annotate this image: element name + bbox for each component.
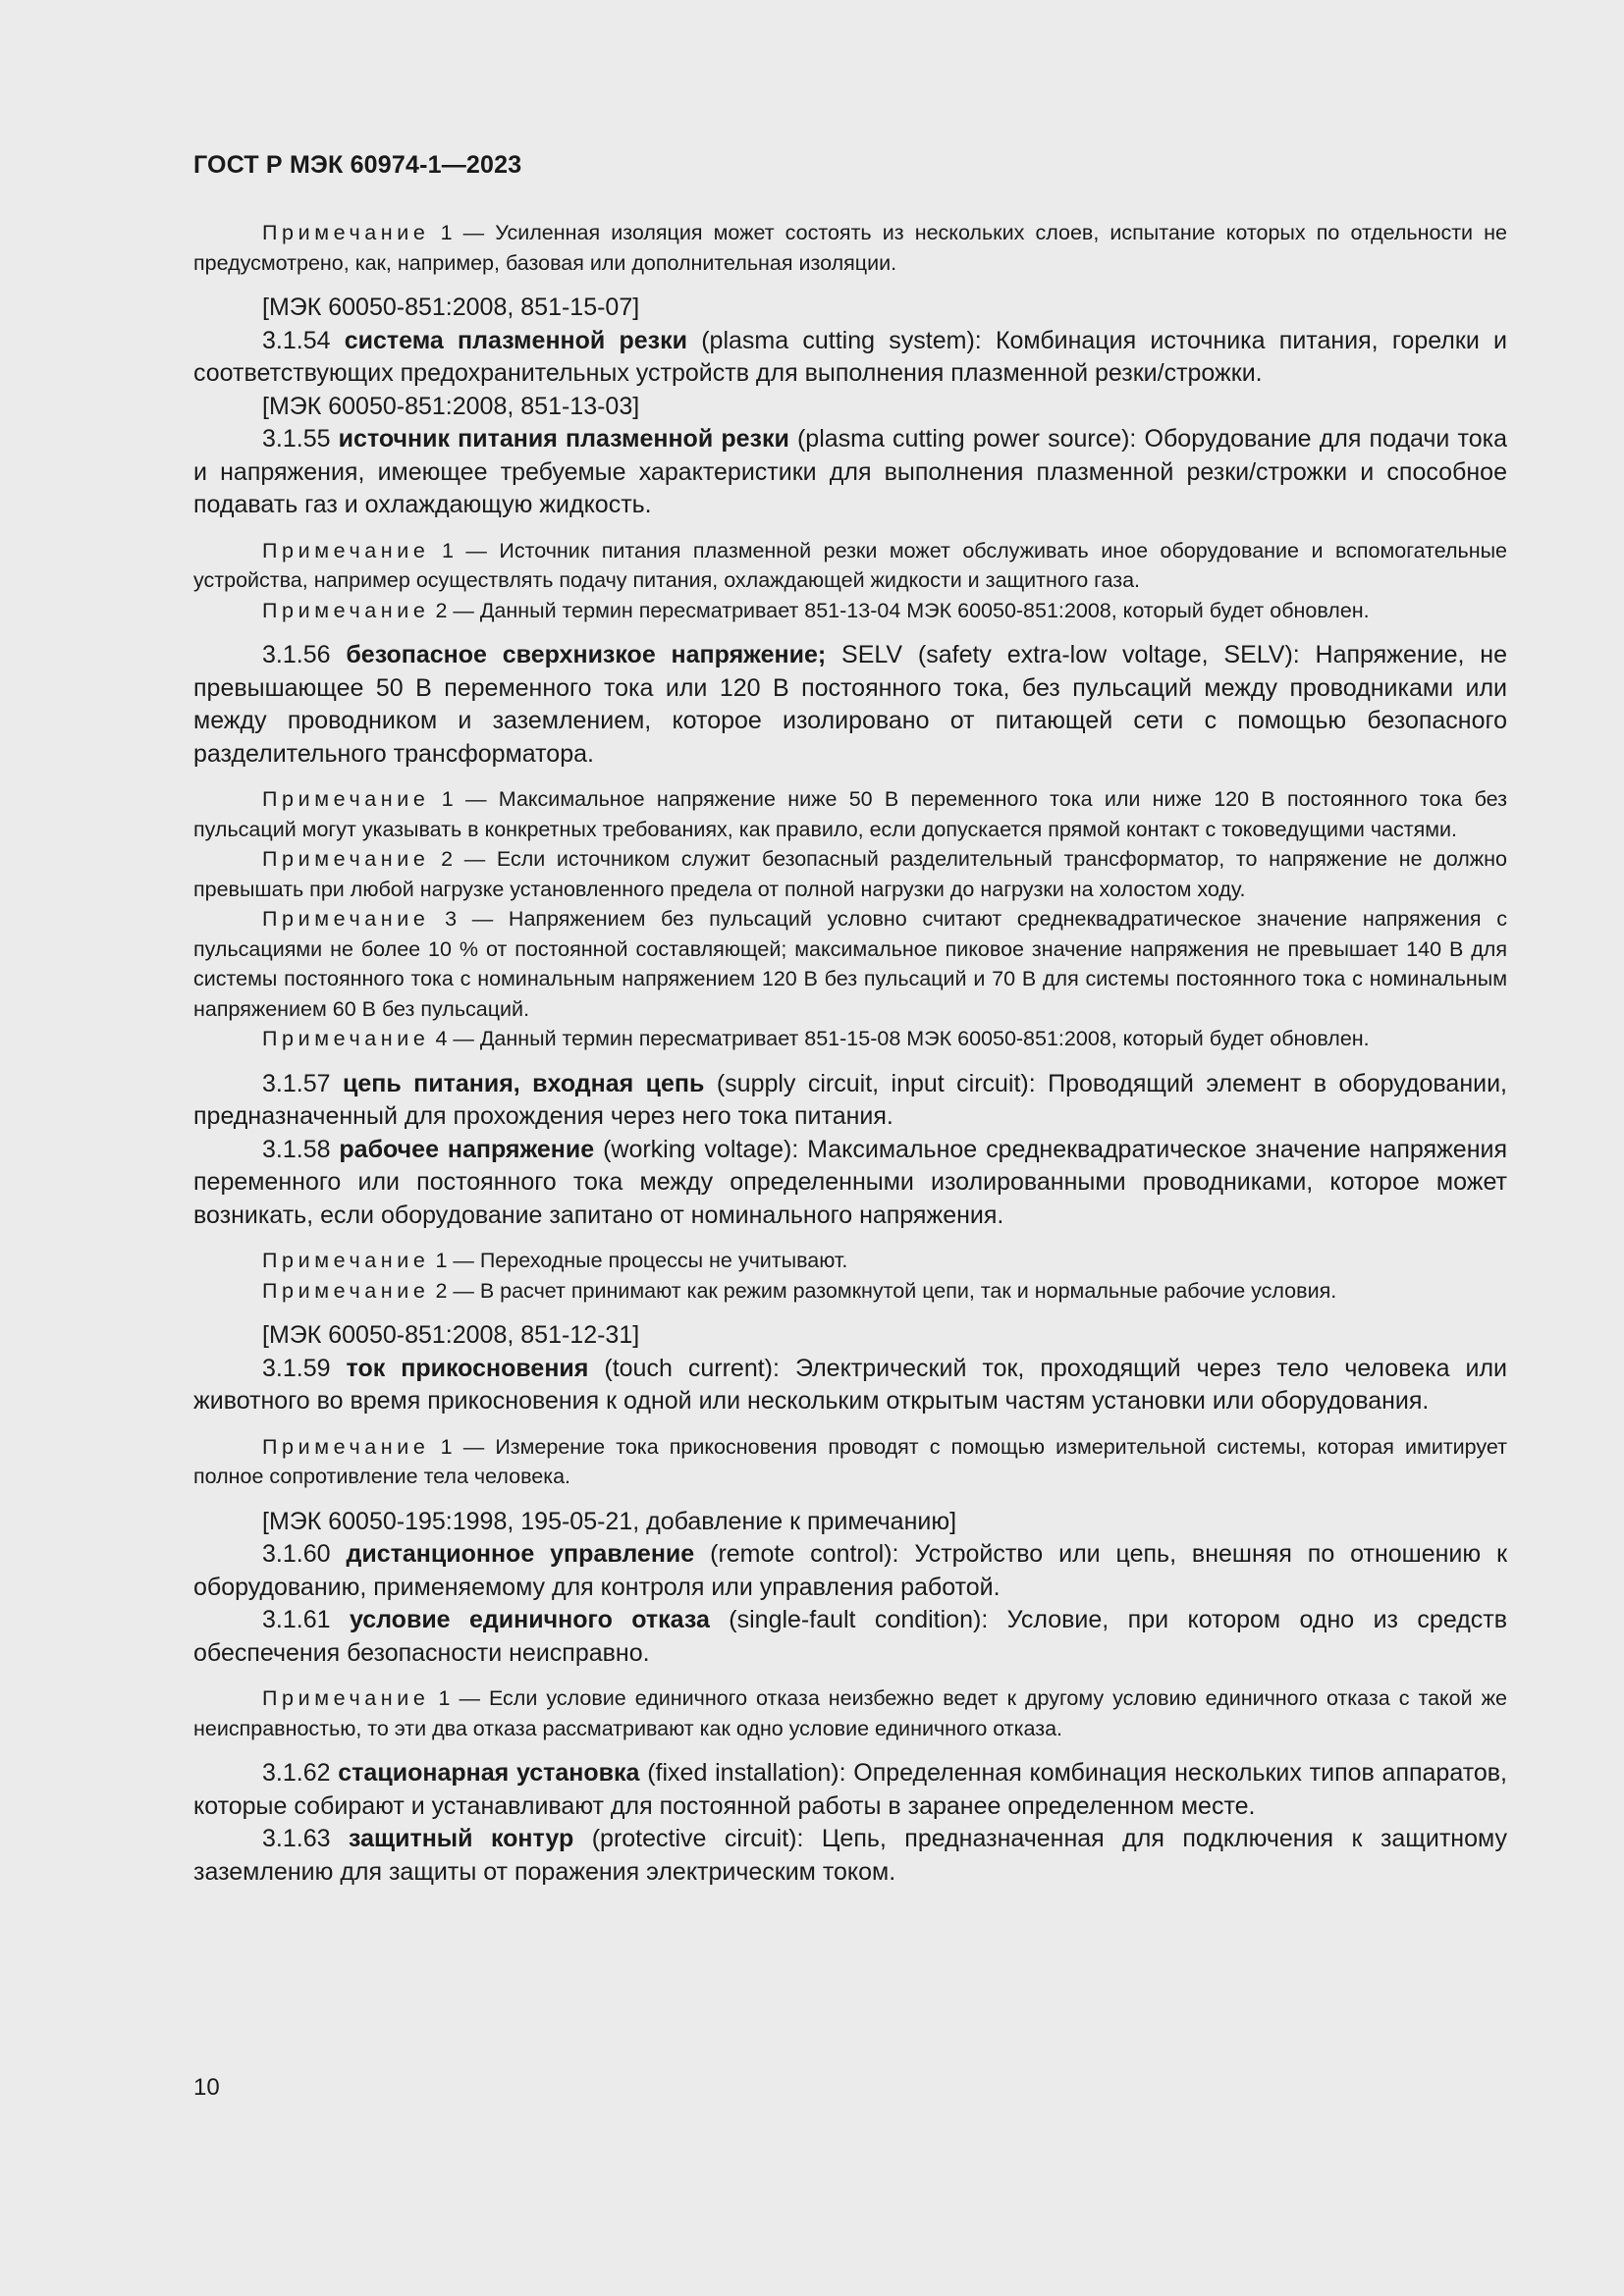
clause-number: 3.1.58 xyxy=(262,1135,331,1163)
term: дистанционное управление xyxy=(346,1540,695,1568)
definition-3-1-57 xyxy=(193,1068,1507,1134)
note-label: Примечание xyxy=(262,1278,430,1303)
term: источник питания плазменной резки xyxy=(338,425,789,453)
term: цепь питания, входная цепь xyxy=(342,1069,705,1097)
note-label: Примечание xyxy=(262,787,430,811)
note xyxy=(193,904,1507,1024)
definition-text: (plasma cutting system): Комбинация источника питания, горелки и соответствующих предохранительных устройств для выполнения плазменной резки/строжки. xyxy=(193,326,1507,387)
definition-text: (remote control): Устройство или цепь, внешняя по отношению к оборудованию, применяемому для контроля или управления работой. xyxy=(193,1540,1508,1601)
note-label: Примечание xyxy=(262,1249,430,1272)
clause-number: 3.1.59 xyxy=(262,1354,331,1382)
note-label: Примечание xyxy=(262,598,430,622)
note-number: 2 xyxy=(441,847,454,871)
definition-3-1-62 xyxy=(193,1757,1507,1823)
definition-text: (single-fault condition): Условие, при котором одно из средств обеспечения безопасности неисправно. xyxy=(193,1606,1507,1667)
document-body xyxy=(193,218,1507,1889)
note-label: Примечание xyxy=(262,1434,430,1459)
term: рабочее напряжение xyxy=(339,1135,595,1163)
clause-number: 3.1.61 xyxy=(262,1606,331,1633)
note-text: — В расчет принимают как режим разомкнутой цепи, так и нормальные рабочие условия. xyxy=(447,1278,1337,1303)
clause-number: 3.1.55 xyxy=(262,425,331,453)
term: система плазменной резки xyxy=(344,326,687,354)
definition-text: (touch current): Электрический ток, проходящий через тело человека или животного во время прикосновения к одной или нескольким открытым частям установки или оборудования. xyxy=(193,1354,1508,1415)
definition-3-1-61 xyxy=(193,1604,1507,1670)
note xyxy=(193,1432,1507,1492)
clause-number: 3.1.57 xyxy=(262,1069,331,1097)
clause-number: 3.1.60 xyxy=(262,1540,331,1568)
clause-number: 3.1.62 xyxy=(262,1759,331,1787)
reference: [МЭК 60050-195:1998, 195-05-21, добавление к примечанию] xyxy=(262,1507,957,1535)
note-number: 1 xyxy=(438,1686,451,1710)
note-text: — Если источником служит безопасный разделительный трансформатор, то напряжение не должно превышать при любой нагрузке установленного предела от полной нагрузки до нагрузки на холостом ходу. xyxy=(193,847,1507,901)
note-text: — Усиленная изоляция может состоять из нескольких слоев, испытание которых по отдельности не предусмотрено, как, например, базовая или дополнительная изоляции. xyxy=(193,221,1507,275)
reference: [МЭК 60050-851:2008, 851-15-07] xyxy=(262,294,640,321)
definition-text: (supply circuit, input circuit): Проводящий элемент в оборудовании, предназначенный для прохождения через него тока питания. xyxy=(193,1069,1508,1130)
note xyxy=(193,1246,1507,1276)
note-number: 1 xyxy=(435,1249,448,1272)
note-label: Примечание xyxy=(262,907,430,931)
note-label: Примечание xyxy=(262,847,430,871)
term: условие единичного отказа xyxy=(349,1606,710,1633)
note xyxy=(193,1683,1507,1743)
definition-3-1-60 xyxy=(193,1538,1507,1604)
page-number: 10 xyxy=(193,2074,220,2101)
note-text: — Данный термин пересматривает 851-13-04 МЭК 60050-851:2008, который будет обновлен. xyxy=(447,598,1370,622)
term: стационарная установка xyxy=(338,1759,640,1787)
reference: [МЭК 60050-851:2008, 851-13-03] xyxy=(262,392,640,420)
note-label: Примечание xyxy=(262,1686,430,1710)
definition-3-1-54 xyxy=(193,325,1507,391)
definition-3-1-63 xyxy=(193,1823,1507,1889)
definition-text: SELV (safety extra-low voltage, SELV): Напряжение, не превышающее 50 В переменного тока или 120 В постоянного тока, без пульсаций между проводниками или между проводником и заземлением, которое изолировано от питающей сети с помощью безопасного разделительного трансформатора. xyxy=(193,641,1507,768)
note-text: — Данный термин пересматривает 851-15-08 МЭК 60050-851:2008, который будет обновлен. xyxy=(447,1027,1370,1050)
note-number: 1 xyxy=(440,221,453,244)
note xyxy=(193,784,1507,844)
definition-3-1-58 xyxy=(193,1134,1507,1233)
definition-text: (working voltage): Максимальное среднеквадратическое значение напряжения переменного или постоянного тока между определенными изолированными проводниками, которое может возникать, если оборудование запитано от номинального напряжения. xyxy=(193,1135,1508,1229)
definition-text: (plasma cutting power source): Оборудование для подачи тока и напряжения, имеющее требуемые характеристики для выполнения плазменной резки/строжки и способное подавать газ и охлаждающую жидкость. xyxy=(193,425,1507,518)
note-number: 2 xyxy=(435,1278,448,1303)
definition-text: (fixed installation): Определенная комбинация нескольких типов аппаратов, которые собирают и устанавливают для постоянной работы в заранее определенном месте. xyxy=(193,1759,1507,1820)
note-number: 1 xyxy=(441,787,454,811)
note xyxy=(193,596,1507,626)
clause-number: 3.1.56 xyxy=(262,641,331,668)
note-text: — Если условие единичного отказа неизбежно ведет к другому условию единичного отказа с такой же неисправностью, то эти два отказа рассматривают как одно условие единичного отказа. xyxy=(193,1686,1507,1740)
note-label: Примечание xyxy=(262,1027,430,1050)
term: ток прикосновения xyxy=(346,1354,589,1382)
definition-3-1-56 xyxy=(193,639,1507,771)
note-text: — Источник питания плазменной резки может обслуживать иное оборудование и вспомогательные устройства, например осуществлять подачу питания, охлаждающей жидкости и защитного газа. xyxy=(193,538,1507,592)
document-header: ГОСТ Р МЭК 60974-1—2023 xyxy=(193,151,522,179)
note xyxy=(193,1024,1507,1054)
term: безопасное сверхнизкое напряжение; xyxy=(346,641,827,668)
note xyxy=(193,1276,1507,1307)
clause-number: 3.1.63 xyxy=(262,1825,331,1852)
note xyxy=(193,536,1507,596)
note-text: — Измерение тока прикосновения проводят с помощью измерительной системы, которая имитирует полное сопротивление тела человека. xyxy=(193,1434,1507,1488)
note-label: Примечание xyxy=(262,221,430,244)
reference: [МЭК 60050-851:2008, 851-12-31] xyxy=(262,1321,640,1349)
term: защитный контур xyxy=(348,1825,574,1852)
note-number: 3 xyxy=(445,907,458,931)
note-text: — Напряжением без пульсаций условно считают среднеквадратическое значение напряжения с пульсациями не более 10 % от постоянной составляющей; максимальное пиковое значение напряжения не превышает 140 В для системы постоянного тока с номинальным напряжением 120 В без пульсаций и 70 В для системы постоянного тока с номинальным напряжением 60 В без пульсаций. xyxy=(193,907,1507,1021)
note-number: 1 xyxy=(440,1434,453,1459)
note-number: 1 xyxy=(441,538,454,562)
note-label: Примечание xyxy=(262,538,430,562)
definition-text: (protective circuit): Цепь, предназначенная для подключения к защитному заземлению для защиты от поражения электрическим током. xyxy=(193,1825,1507,1886)
definition-3-1-55 xyxy=(193,423,1507,522)
note-number: 2 xyxy=(435,598,448,622)
note-number: 4 xyxy=(435,1027,448,1050)
note xyxy=(193,844,1507,904)
definition-3-1-59 xyxy=(193,1353,1507,1418)
clause-number: 3.1.54 xyxy=(262,326,331,354)
note-text: — Переходные процессы не учитывают. xyxy=(447,1249,848,1272)
note xyxy=(193,218,1507,278)
note-text: — Максимальное напряжение ниже 50 В переменного тока или ниже 120 В постоянного тока без пульсаций могут указывать в конкретных требованиях, как правило, если допускается прямой контакт с токоведущими частями. xyxy=(193,787,1507,841)
